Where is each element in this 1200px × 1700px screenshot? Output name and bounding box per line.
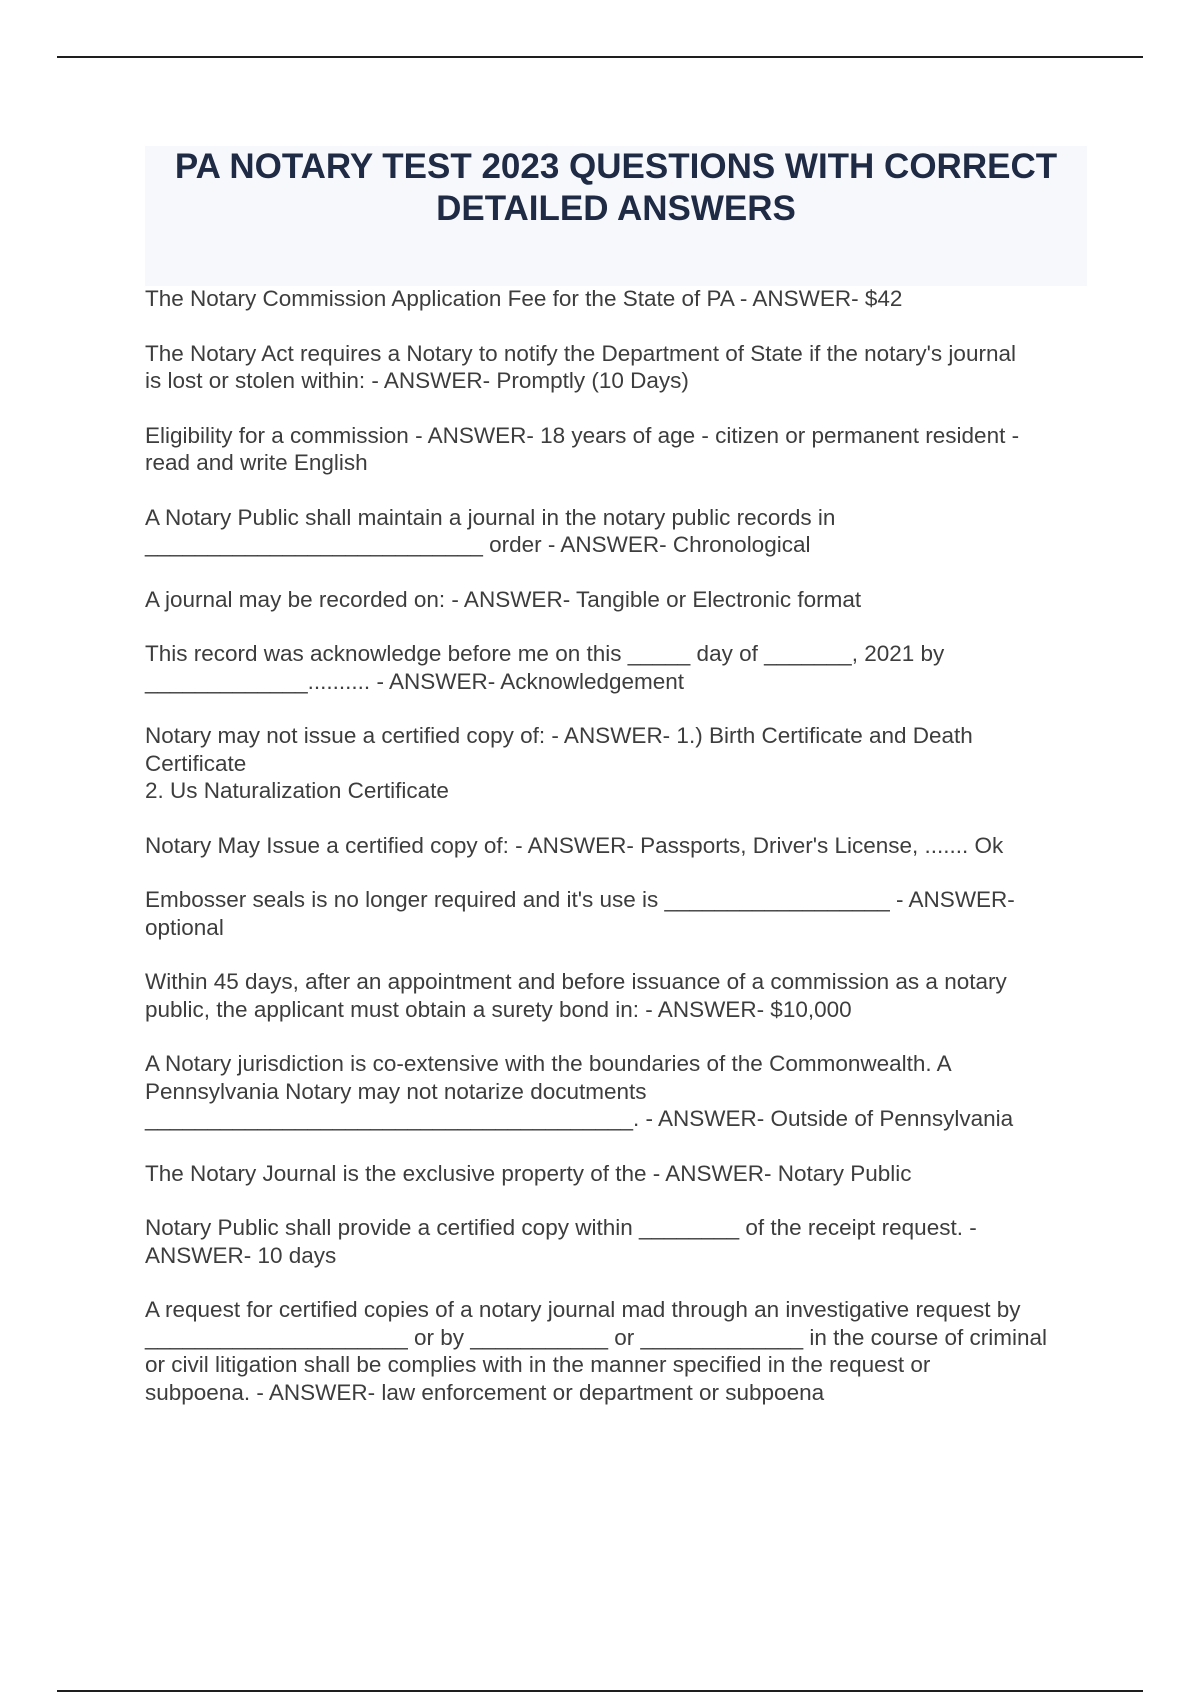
question-item: Eligibility for a commission - ANSWER- 18 years of age - citizen or permanent resident - read and write English — [145, 422, 1020, 475]
question-item: This record was acknowledge before me on this _____ day of _______, 2021 by _____________.......... - ANSWER- Acknowledgement — [145, 641, 945, 694]
question-item: The Notary Commission Application Fee for the State of PA - ANSWER- $42 — [145, 286, 903, 311]
question-item: The Notary Journal is the exclusive property of the - ANSWER- Notary Public — [145, 1160, 912, 1186]
question-list — [145, 285, 1090, 1433]
question-item: Notary may not issue a certified copy of: - ANSWER- 1.) Birth Certificate and Death Certificate 2. Us Naturalization Certificate — [145, 723, 973, 803]
question-item: A journal may be recorded on: - ANSWER- Tangible or Electronic format — [145, 586, 862, 612]
document-title: PA NOTARY TEST 2023 QUESTIONS WITH CORRECT DETAILED ANSWERS — [174, 147, 1058, 228]
question-item: A Notary Public shall maintain a journal in the notary public records in ___________________________ order - ANSWER- Chronological — [145, 504, 836, 557]
question-item: A request for certified copies of a notary journal mad through an investigative request by _____________________ or by ___________ or _____________ in the course of criminal or civil litigation shall be complies with in the manner specified in the request or subpoena. - ANSWER- law enforcement or department or subpoena — [145, 1297, 1047, 1405]
question-item: Within 45 days, after an appointment and before issuance of a commission as a notary public, the applicant must obtain a surety bond in: - ANSWER- $10,000 — [145, 969, 1007, 1022]
question-item: The Notary Act requires a Notary to notify the Department of State if the notary's journal is lost or stolen within: - ANSWER- Promptly (10 Days) — [145, 340, 1016, 393]
question-item: A Notary jurisdiction is co-extensive with the boundaries of the Commonwealth. A Pennsylvania Notary may not notarize docutments _______________________________________. - ANSWER- Outside of Pennsylvania — [145, 1051, 1014, 1131]
question-item: Embosser seals is no longer required and it's use is __________________ - ANSWER- optional — [145, 887, 1015, 940]
top-divider — [57, 56, 1143, 58]
question-item: Notary May Issue a certified copy of: - ANSWER- Passports, Driver's License, ....... Ok — [145, 832, 1004, 858]
question-item: Notary Public shall provide a certified copy within ________ of the receipt request. - ANSWER- 10 days — [145, 1215, 977, 1268]
bottom-divider — [57, 1690, 1143, 1692]
title-block — [145, 146, 1087, 286]
